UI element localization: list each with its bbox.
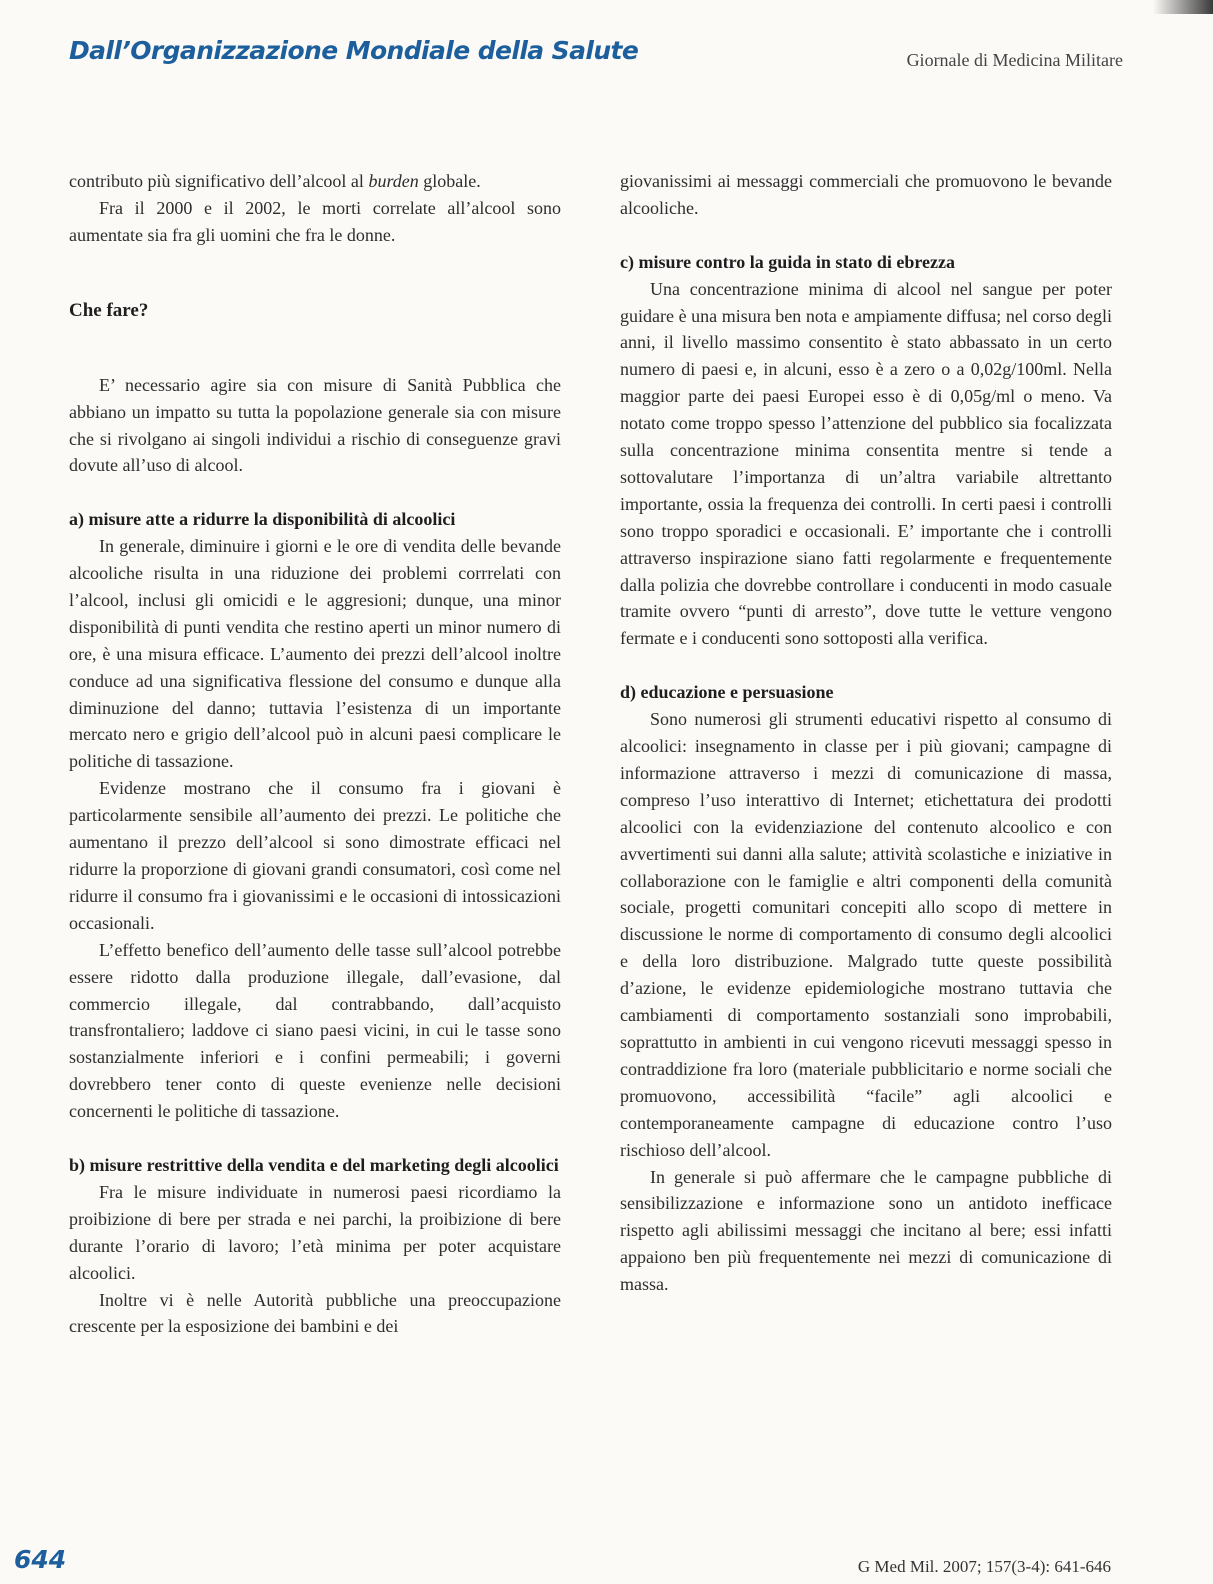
paragraph: In generale, diminuire i giorni e le ore di vendita delle bevande alcooliche risulta in una riduzione dei problemi corrrelati con l’alcool, inclusi gli omicidi e le aggresioni; dunque, una minor disponibilità di punti vendita che restino aperti un minor numero di ore, è una misura efficace. L’aumento dei prezzi dell’alcool inoltre conduce ad una significativa flessione del consumo e dunque alla diminuzione del danno; tuttavia l’esistenza di un importante mercato nero e grigio dell’alcool può in alcuni paesi complicare le politiche di tassazione. (69, 536, 561, 772)
spacer (620, 652, 1112, 679)
section-heading: Che fare? (69, 299, 149, 321)
paragraph: Fra le misure individuate in numerosi paesi ricordiamo la proibizione di bere per strada e nei parchi, la proibizione di bere durante l’orario di lavoro; l’età minima per poter acquistare alcoolici. (69, 1181, 561, 1283)
spacer (69, 1125, 561, 1152)
paragraph: Fra il 2000 e il 2002, le morti correlate all’alcool sono aumentate sia fra gli uomini che fra le donne. (69, 197, 561, 245)
paragraph (69, 168, 561, 195)
paragraph: E’ necessario agire sia con misure di Sanità Pubblica che abbiano un impatto su tutta la popolazione generale sia con misure che si rivolgano ai singoli individui a rischio di conseguenze gravi dovute all’uso di alcool. (69, 374, 561, 476)
subsection-heading: a) misure atte a ridurre la disponibilità di alcoolici (69, 509, 456, 530)
page-number: 644 (14, 1545, 67, 1574)
paragraph: Evidenze mostrano che il consumo fra i giovani è particolarmente sensibile all’aumento dei prezzi. Le politiche che aumentano il prezzo dell’alcool si sono dimostrate efficaci nel ridurre la proporzione di giovani grandi consumatori, così come nel ridurre il consumo fra i giovanissimi e le occasioni di intossicazioni occasionali. (69, 778, 561, 933)
paragraph: Una concentrazione minima di alcool nel sangue per poter guidare è una misura ben nota e ampiamente diffusa; nel corso degli anni, il livello massimo consentito è stato abbassato in un certo numero di paesi e, in alcuni, esso è a zero o a 0,02g/100ml. Nella maggior parte dei paesi Europei esso è di 0,05g/ml o meno. Va notato come troppo spesso l’attenzione del pubblico sia focalizzata sulla concentrazione minima consentita mentre si tende a sottovalutare l’importanza di un’altra variabile altrettanto importante, ossia la frequenza dei controlli. In certi paesi i controlli sono troppo sporadici e occasionali. E’ importante che i controlli attraverso inspirazione siano fatti regolarmente e frequentemente dalla polizia che dovrebbe controllare i conducenti in modo casuale tramite ovvero “punti di arresto”, dove tutte le vetture vengono fermate e i conducenti sono sottoposti alla verifica. (620, 278, 1112, 649)
spacer (69, 249, 561, 297)
paragraph: In generale si può affermare che le campagne pubbliche di sensibilizzazione e informazione sono un antidoto inefficace rispetto agli abilissimi messaggi che incitano al bere; essi infatti appaiono ben più frequentemente nei mezzi di comunicazione di massa. (620, 1166, 1112, 1295)
right-column (620, 168, 1112, 1298)
paragraph: L’effetto benefico dell’aumento delle tasse sull’alcool potrebbe essere ridotto dalla produzione illegale, dall’evasione, dal commercio illegale, dal contrabbando, dall’acquisto transfrontaliero; laddove ci siano paesi vicini, in cui le tasse sono sostanzialmente inferiori e i confini permeabili; i governi dovrebbero tener conto di queste evenienze nelle decisioni concernenti le politiche di tassazione. (69, 939, 561, 1122)
left-column (69, 168, 561, 1340)
spacer (620, 222, 1112, 249)
subsection-heading: d) educazione e persuasione (620, 682, 834, 703)
italic-term: burden (368, 171, 419, 191)
scan-shadow (1153, 0, 1213, 14)
section-title: Dall’Organizzazione Mondiale della Salute (69, 36, 639, 65)
subsection-heading: c) misure contro la guida in stato di ebrezza (620, 251, 955, 272)
text-span: contributo più significativo dell’alcool al (69, 171, 369, 191)
paragraph: Sono numerosi gli strumenti educativi rispetto al consumo di alcoolici: insegnamento in classe per i più giovani; campagne di informazione attraverso i mezzi di comunicazione di massa, compreso l’uso interattivo di Internet; etichettatura dei prodotti alcoolici con la evidenziazione del contenuto alcoolico e con avvertimenti sui danni alla salute; attività scolastiche e iniziative in collaborazione con le famiglie e altri componenti della comunità sociale, progetti comunitari concepiti allo scopo di mettere in discussione le norme di comportamento di consumo degli alcoolici e della loro distribuzione. Malgrado tutte queste possibilità d’azione, le evidenze epidemiologiche mostrano tuttavia che cambiamenti di comportamento sostanziali sono improbabili, soprattutto in ambienti in cui vengono ricevuti messaggi spesso in contraddizione fra loro (materiale pubblicitario e norme sociali che promuovono, accessibilità “facile” agli alcoolici e contemporaneamente campagne di educazione contro l’uso rischioso dell’alcool. (620, 709, 1112, 1160)
journal-name: Giornale di Medicina Militare (906, 50, 1123, 70)
subsection-heading: b) misure restrittive della vendita e del marketing degli alcoolici (69, 1154, 559, 1175)
text-span: globale. (418, 171, 481, 191)
spacer (69, 324, 561, 372)
paragraph: giovanissimi ai messaggi commerciali che promuovono le bevande alcooliche. (620, 171, 1112, 218)
paragraph: Inoltre vi è nelle Autorità pubbliche una preoccupazione crescente per la esposizione dei bambini e dei (69, 1289, 561, 1337)
journal-citation: G Med Mil. 2007; 157(3-4): 641-646 (857, 1557, 1111, 1576)
spacer (69, 479, 561, 506)
